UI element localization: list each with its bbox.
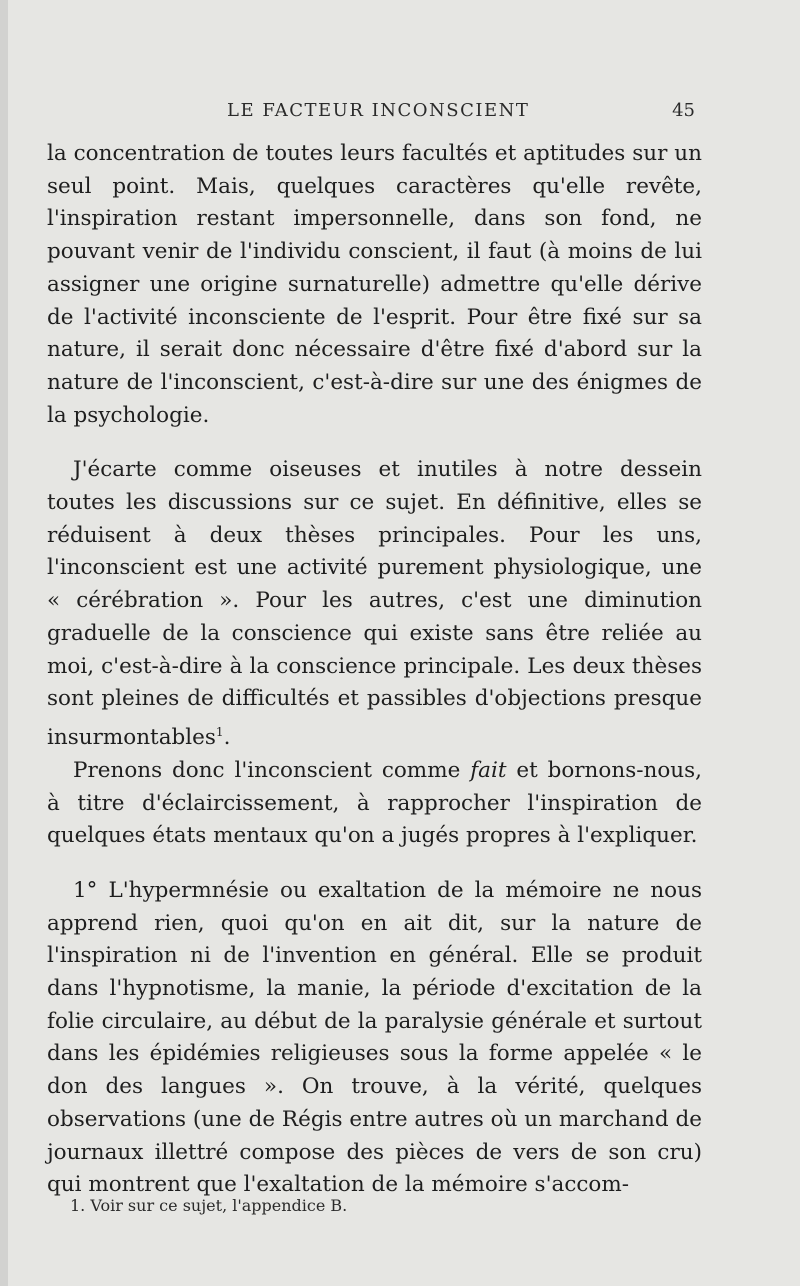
running-title: LE FACTEUR INCONSCIENT bbox=[227, 100, 530, 121]
paragraph-1: la concentration de toutes leurs facultés et aptitudes sur un seul point. Mais, quelques caractères qu'elle revête, l'inspiration restant impersonnelle, dans son fond, ne pouvant venir de l'individu conscient, il faut (à moins de lui assigner une origine surnaturelle) admettre qu'elle dérive de l'activité inconsciente de l'esprit. Pour être fixé sur sa nature, il serait donc nécessaire d'être fixé d'abord sur la nature de l'inconscient, c'est-à-dire sur une des énigmes de la psychologie. bbox=[47, 141, 702, 428]
paragraph-3-start: Prenons donc l'inconscient comme bbox=[73, 757, 471, 783]
page-number: 45 bbox=[672, 100, 695, 121]
paragraph-2 bbox=[47, 454, 702, 754]
body-text bbox=[47, 138, 702, 1202]
book-page bbox=[8, 0, 800, 1286]
running-header bbox=[8, 96, 800, 126]
footnote-ref: 1 bbox=[215, 724, 224, 739]
paragraph-2-text: J'écarte comme oiseuses et inutiles à notre dessein toutes les discussions sur ce sujet. En définitive, elles se réduisent à deux thèses principales. Pour les uns, l'inconscient est une activité purement physiologique, une « cérébration ». Pour les autres, c'est une diminution graduelle de la conscience qui existe sans être reliée au moi, c'est-à-dire à la conscience principale. Les deux thèses sont pleines de difficultés et passibles d'objections presque insurmontables bbox=[47, 457, 702, 751]
paragraph-4: 1° L'hypermnésie ou exaltation de la mémoire ne nous apprend rien, quoi qu'on en ait dit, sur la nature de l'inspiration ni de l'invention en général. Elle se produit dans l'hypnotisme, la manie, la période d'excitation de la folie circulaire, au début de la paralysie générale et surtout dans les épidémies religieuses sous la forme appelée « le don des langues ». On trouve, à la vérité, quelques observations (une de Régis entre autres où un marchand de journaux illettré compose des pièces de vers de son cru) qui montrent que l'exaltation de la mémoire s'accom- bbox=[47, 877, 702, 1198]
footnote: 1. Voir sur ce sujet, l'appendice B. bbox=[70, 1196, 348, 1215]
paragraph-3 bbox=[47, 755, 702, 853]
paragraph-3-italic: fait bbox=[470, 757, 507, 783]
paragraph-2-end: . bbox=[223, 725, 231, 751]
paragraph-3-rest: et bornons-nous, à titre d'éclaircissement, à rapprocher l'inspiration de quelques états mentaux qu'on a jugés propres à l'expliquer. bbox=[47, 757, 702, 849]
